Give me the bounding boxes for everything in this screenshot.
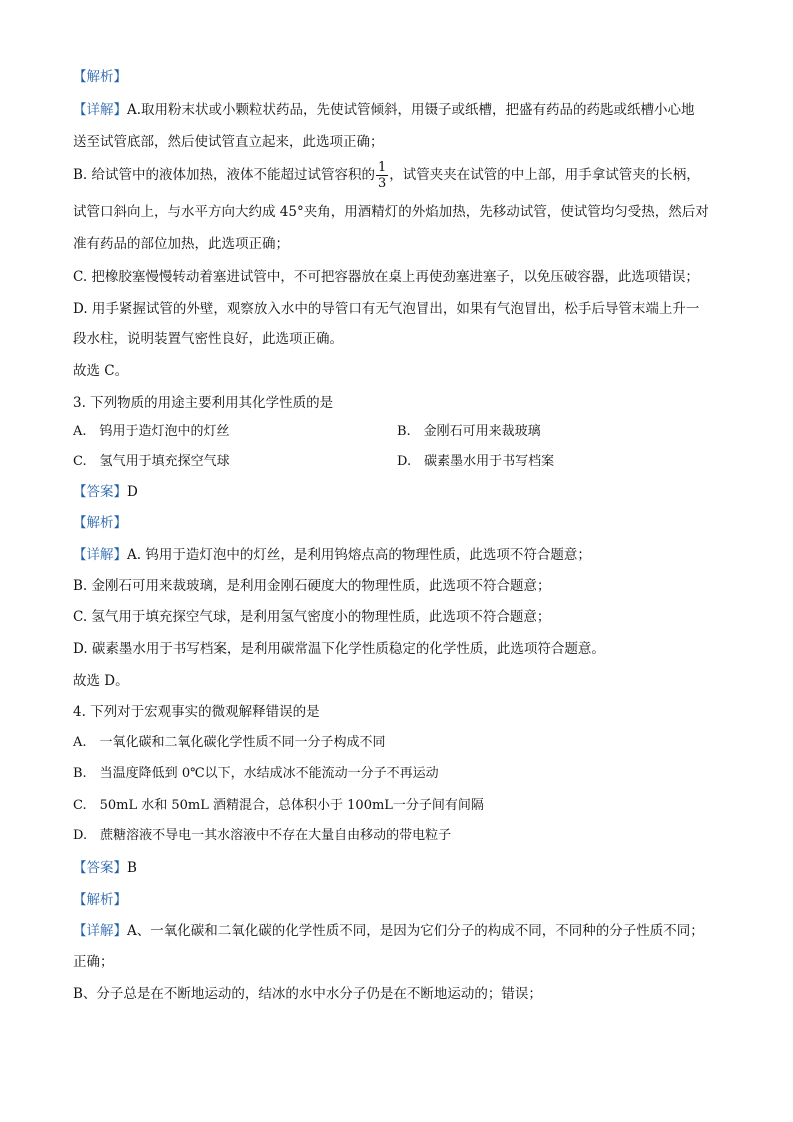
- q3-answer: [73, 483, 138, 501]
- q4-detail-a1: 【详解】A、一氧化碳和二氧化碳的化学性质不同，是因为它们分子的构成不同，不同种的分子性质不同；: [73, 923, 704, 939]
- q2-detail-a-line2: 送至试管底部，然后使试管直立起来，此选项正确；: [73, 134, 384, 150]
- q4-detail-b: B、分子总是在不断地运动的，结冰的水中水分子仍是在不断地运动的；错误；: [73, 986, 542, 1002]
- q2-detail-c-line: C. 把橡胶塞慢慢转动着塞进试管中，不可把容器放在桌上再使劲塞进塞子，以免压破容器，此选项错误；: [73, 269, 699, 285]
- q4-detail-tag: 【详解】: [73, 923, 127, 939]
- q4-analysis-tag: 【解析】: [73, 892, 127, 908]
- q3-detail-d: D. 碳素墨水用于书写档案，是利用碳常温下化学性质稳定的化学性质，此选项符合题意。: [73, 641, 605, 657]
- q2-detail-tag: 【详解】: [73, 102, 127, 118]
- q4-answer-tag: 【答案】: [73, 860, 127, 876]
- q2-detail-a-line1: 【详解】A.取用粉末状或小颗粒状药品，先使试管倾斜，用镊子或纸槽，把盛有药品的药匙或纸槽小心地: [73, 102, 695, 118]
- q3-detail-b: B. 金刚石可用来裁玻璃，是利用金刚石硬度大的物理性质，此选项不符合题意；: [73, 578, 551, 594]
- q3-option-b: B. 金刚石可用来裁玻璃: [397, 424, 541, 439]
- q4-option-b: B. 当温度降低到 0℃以下，水结成冰不能流动一分子不再运动: [73, 766, 439, 781]
- q2-detail-b-line2: 试管口斜向上，与水平方向大约成 45°夹角，用酒精灯的外焰加热，先移动试管，使试管均匀受热，然后对: [73, 204, 709, 220]
- q4-option-d: D. 蔗糖溶液不导电一其水溶液中不存在大量自由移动的带电粒子: [73, 828, 452, 843]
- q2-analysis-tag: 【解析】: [73, 69, 127, 85]
- q2-detail-d-line2: 段水柱，说明装置气密性良好，此选项正确。: [73, 331, 343, 347]
- q4-option-a: A. 一氧化碳和二氧化碳化学性质不同一分子构成不同: [73, 735, 386, 750]
- q3-option-a: A. 钨用于造灯泡中的灯丝: [73, 424, 230, 439]
- q3-analysis-tag: 【解析】: [73, 515, 127, 531]
- q4-answer: [73, 859, 137, 877]
- q3-detail-tag: 【详解】: [73, 547, 127, 563]
- q3-stem: 3. 下列物质的用途主要利用其化学性质的是: [73, 395, 334, 411]
- q4-option-c: C. 50mL 水和 50mL 酒精混合，总体积小于 100mL一分子间有间隔: [73, 798, 484, 813]
- q4-answer-value: B: [127, 860, 137, 876]
- q3-option-c: C. 氢气用于填充探空气球: [73, 454, 230, 469]
- q3-detail-a: 【详解】A. 钨用于造灯泡中的灯丝，是利用钨熔点高的物理性质，此选项不符合题意；: [73, 547, 591, 563]
- q3-option-d: D. 碳素墨水用于书写档案: [397, 454, 555, 469]
- q2-detail-d-line1: D. 用手紧握试管的外壁，观察放入水中的导管口有无气泡冒出，如果有气泡冒出，松手后导管末端上升一: [73, 301, 700, 317]
- q2-detail-b-line1: B. 给试管中的液体加热，液体不能超过试管容积的 $\frac{1}{3}$ ，试管夹夹在试管的中上部，用手拿试管夹的长柄，: [73, 160, 700, 191]
- q2-choose: 故选 C。: [73, 363, 129, 379]
- q4-detail-a2: 正确；: [73, 954, 114, 970]
- q3-detail-c: C. 氢气用于填充探空气球，是利用氢气密度小的物理性质，此选项不符合题意；: [73, 609, 551, 625]
- q4-stem: 4. 下列对于宏观事实的微观解释错误的是: [73, 704, 320, 720]
- q2-detail-b-line3: 准有药品的部位加热，此选项正确；: [73, 236, 289, 252]
- fraction-one-third: $\frac{1}{3}$: [378, 160, 387, 191]
- q3-choose: 故选 D。: [73, 673, 129, 689]
- q3-answer-value: D: [127, 484, 138, 500]
- q3-answer-tag: 【答案】: [73, 484, 127, 500]
